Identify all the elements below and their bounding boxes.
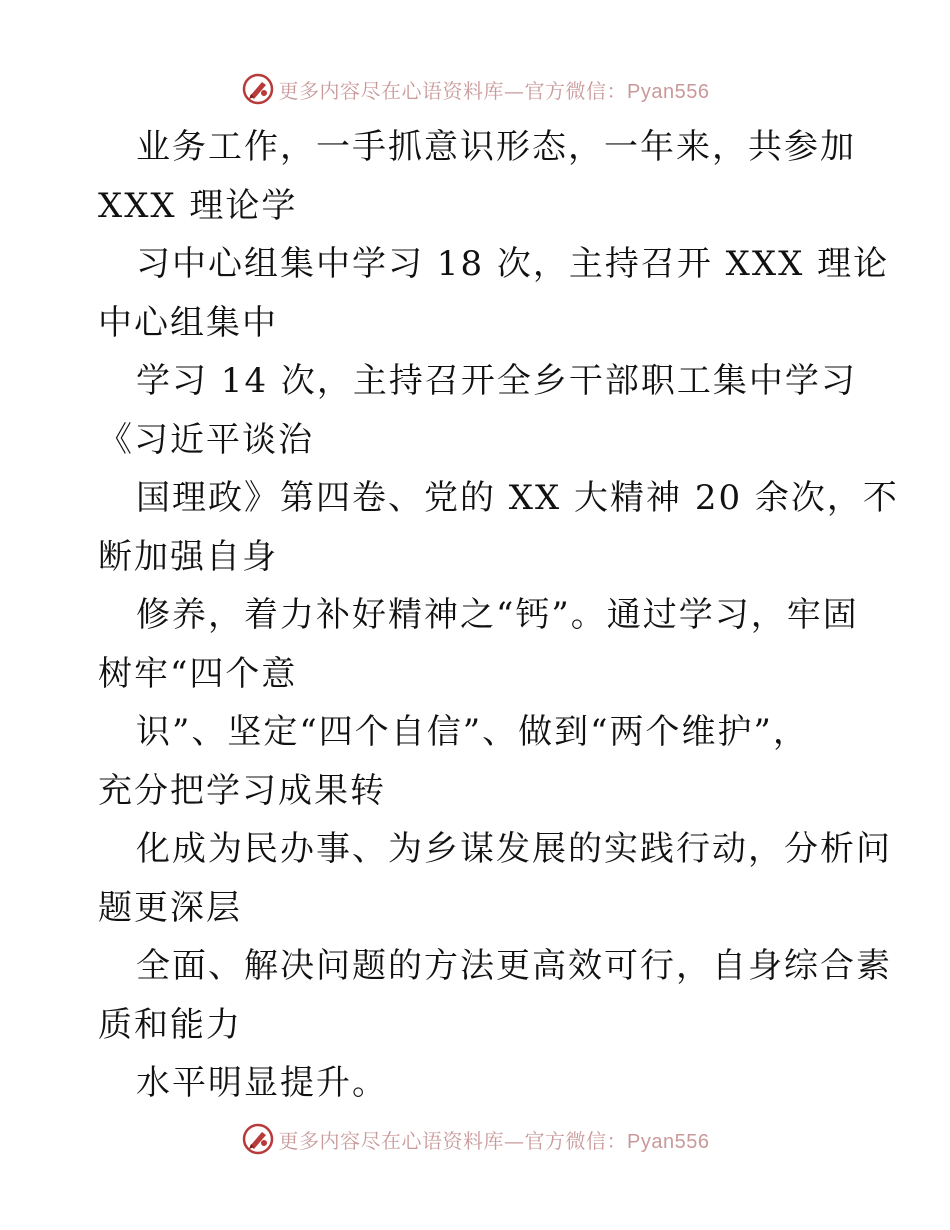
- body-line: 国理政》第四卷、党的 XX 大精神 20 余次，不: [136, 478, 899, 518]
- body-line: 识”、坚定“四个自信”、做到“两个维护”，: [136, 712, 809, 752]
- body-line: 业务工作，一手抓意识形态，一年来，共参加: [136, 127, 856, 167]
- banner-text: [279, 1125, 710, 1154]
- body-line: 断加强自身: [98, 536, 278, 577]
- body-line: XXX 理论学: [98, 185, 298, 226]
- banner-main-text: 更多内容尽在心语资料库: [278, 1128, 505, 1153]
- banner-wechat-label: 官方微信：: [524, 78, 628, 103]
- banner-wechat-label: 官方微信：: [524, 1128, 628, 1153]
- header-banner: [0, 72, 950, 106]
- banner-dash: —: [504, 78, 525, 103]
- body-line: 水平明显提升。: [136, 1063, 388, 1103]
- body-line: 学习 14 次，主持召开全乡干部职工集中学习: [136, 361, 857, 401]
- document-body: [98, 118, 899, 1113]
- body-line: 题更深层: [98, 887, 242, 928]
- body-line: 化成为民办事、为乡谋发展的实践行动，分析问: [136, 829, 892, 869]
- body-line: 习中心组集中学习 18 次，主持召开 XXX 理论: [136, 244, 890, 284]
- body-line: 修养，着力补好精神之“钙”。通过学习，牢固: [136, 595, 859, 635]
- banner-main-text: 更多内容尽在心语资料库: [278, 78, 505, 103]
- banner-wechat-id: Pyan556: [627, 1130, 710, 1153]
- body-line: 中心组集中: [98, 302, 278, 343]
- body-line: 充分把学习成果转: [98, 770, 386, 811]
- body-line: 全面、解决问题的方法更高效可行，自身综合素: [136, 946, 892, 986]
- banner-wechat-id: Pyan556: [627, 80, 710, 103]
- banner-dash: —: [504, 1128, 525, 1153]
- footer-banner: [0, 1122, 950, 1156]
- banner-text: [279, 75, 710, 104]
- pen-circle-logo-icon: [241, 72, 275, 106]
- body-line: 《习近平谈治: [98, 419, 314, 460]
- body-line: 树牢“四个意: [98, 653, 298, 694]
- body-line: 质和能力: [98, 1004, 242, 1045]
- pen-circle-logo-icon: [241, 1122, 275, 1156]
